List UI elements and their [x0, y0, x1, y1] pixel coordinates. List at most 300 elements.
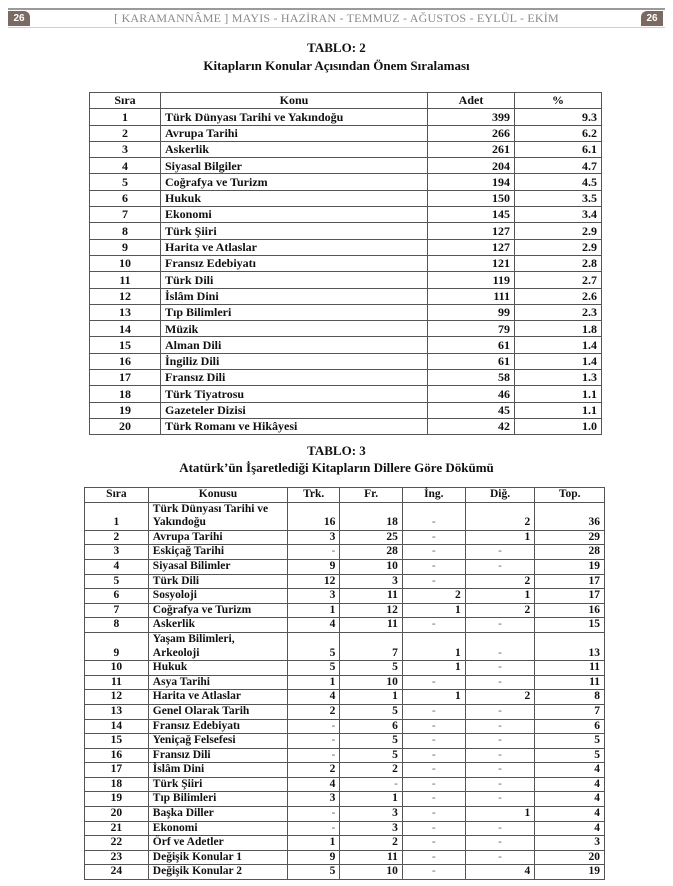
- cell-percent: 2.3: [515, 304, 602, 320]
- cell-dig: 1: [465, 530, 535, 545]
- cell-top: 13: [535, 632, 605, 660]
- table3-row: [85, 632, 605, 660]
- cell-trk: 16: [288, 502, 340, 530]
- cell-dig: -: [465, 618, 535, 633]
- cell-sira: 14: [90, 321, 161, 337]
- cell-sira: 6: [90, 190, 161, 206]
- cell-sira: 21: [85, 821, 149, 836]
- cell-konu: Tıp Bilimleri: [161, 304, 428, 320]
- cell-konu: Gazeteler Dizisi: [161, 402, 428, 418]
- cell-konu: Türk Dünyası Tarihi ve Yakındoğu: [161, 109, 428, 125]
- col-header-top: Top.: [535, 488, 605, 503]
- cell-konu: Siyasal Bilgiler: [161, 158, 428, 174]
- cell-percent: 1.1: [515, 386, 602, 402]
- cell-sira: 20: [85, 807, 149, 822]
- cell-konu: Ekonomi: [161, 207, 428, 223]
- col-header-konu: Konu: [161, 93, 428, 109]
- cell-sira: 9: [85, 632, 149, 660]
- cell-konu: Fransız Edebiyatı: [161, 255, 428, 271]
- table2-row: [90, 141, 602, 157]
- cell-adet: 61: [428, 353, 515, 369]
- running-header-title: [ KARAMANNÂME ] MAYIS - HAZİRAN - TEMMUZ - AĞUSTOS - EYLÜL - EKİM: [114, 11, 559, 25]
- cell-ing: -: [402, 704, 465, 719]
- cell-percent: 1.1: [515, 402, 602, 418]
- cell-konu: Müzik: [161, 321, 428, 337]
- cell-top: 11: [535, 661, 605, 676]
- cell-konu: Harita ve Atlaslar: [161, 239, 428, 255]
- cell-trk: 4: [288, 618, 340, 633]
- cell-sira: 6: [85, 589, 149, 604]
- cell-adet: 58: [428, 370, 515, 386]
- cell-top: 4: [535, 763, 605, 778]
- cell-trk: 5: [288, 865, 340, 880]
- col-header-sira: Sıra: [85, 488, 149, 503]
- cell-top: 28: [535, 545, 605, 560]
- cell-ing: -: [402, 502, 465, 530]
- table3-row: [85, 545, 605, 560]
- cell-percent: 2.9: [515, 239, 602, 255]
- table3-row: [85, 719, 605, 734]
- cell-konu: Fransız Dili: [161, 370, 428, 386]
- cell-sira: 23: [85, 850, 149, 865]
- cell-trk: 5: [288, 661, 340, 676]
- table3-row: [85, 836, 605, 851]
- cell-fr: 1: [340, 690, 403, 705]
- cell-adet: 99: [428, 304, 515, 320]
- cell-sira: 8: [85, 618, 149, 633]
- cell-top: 20: [535, 850, 605, 865]
- cell-dig: 4: [465, 865, 535, 880]
- cell-konusu: Örf ve Adetler: [148, 836, 287, 851]
- cell-ing: -: [402, 850, 465, 865]
- cell-sira: 4: [85, 559, 149, 574]
- cell-ing: -: [402, 792, 465, 807]
- table2-row: [90, 223, 602, 239]
- cell-sira: 2: [90, 125, 161, 141]
- cell-sira: 13: [90, 304, 161, 320]
- table2-row: [90, 207, 602, 223]
- cell-fr: 5: [340, 748, 403, 763]
- cell-dig: -: [465, 559, 535, 574]
- cell-konu: İslâm Dini: [161, 288, 428, 304]
- cell-fr: 6: [340, 719, 403, 734]
- table3-row: [85, 559, 605, 574]
- cell-fr: 1: [340, 792, 403, 807]
- cell-sira: 17: [90, 370, 161, 386]
- cell-percent: 2.6: [515, 288, 602, 304]
- table2-row: [90, 190, 602, 206]
- cell-sira: 17: [85, 763, 149, 778]
- cell-adet: 261: [428, 141, 515, 157]
- cell-dig: -: [465, 632, 535, 660]
- cell-konusu: Başka Diller: [148, 807, 287, 822]
- table2-row: [90, 109, 602, 125]
- cell-adet: 266: [428, 125, 515, 141]
- cell-sira: 7: [85, 603, 149, 618]
- cell-top: 16: [535, 603, 605, 618]
- table2-caption-number: TABLO: 2: [307, 40, 366, 55]
- cell-sira: 1: [85, 502, 149, 530]
- cell-ing: -: [402, 807, 465, 822]
- cell-fr: 10: [340, 675, 403, 690]
- col-header-dig: Diğ.: [465, 488, 535, 503]
- table3-row: [85, 734, 605, 749]
- cell-ing: 1: [402, 661, 465, 676]
- cell-sira: 13: [85, 704, 149, 719]
- cell-percent: 3.4: [515, 207, 602, 223]
- cell-sira: 16: [85, 748, 149, 763]
- cell-konusu: Sosyoloji: [148, 589, 287, 604]
- cell-percent: 1.4: [515, 353, 602, 369]
- cell-dig: 1: [465, 589, 535, 604]
- cell-sira: 3: [85, 545, 149, 560]
- table2-topic-ranking: [89, 92, 602, 435]
- table2-row: [90, 239, 602, 255]
- cell-ing: -: [402, 618, 465, 633]
- cell-dig: -: [465, 675, 535, 690]
- cell-fr: 10: [340, 865, 403, 880]
- cell-trk: -: [288, 719, 340, 734]
- cell-trk: 2: [288, 704, 340, 719]
- table3-row: [85, 589, 605, 604]
- cell-trk: 9: [288, 850, 340, 865]
- cell-dig: -: [465, 821, 535, 836]
- table3-row: [85, 603, 605, 618]
- cell-trk: -: [288, 821, 340, 836]
- cell-konusu: Fransız Dili: [148, 748, 287, 763]
- cell-top: 7: [535, 704, 605, 719]
- cell-dig: -: [465, 763, 535, 778]
- col-header-sira: Sıra: [90, 93, 161, 109]
- cell-sira: 12: [85, 690, 149, 705]
- cell-fr: 2: [340, 836, 403, 851]
- cell-dig: -: [465, 661, 535, 676]
- cell-percent: 4.5: [515, 174, 602, 190]
- cell-top: 17: [535, 589, 605, 604]
- cell-ing: -: [402, 865, 465, 880]
- table3-row: [85, 865, 605, 880]
- cell-trk: -: [288, 734, 340, 749]
- cell-konusu: Asya Tarihi: [148, 675, 287, 690]
- cell-percent: 6.2: [515, 125, 602, 141]
- cell-konusu: Yaşam Bilimleri, Arkeoloji: [148, 632, 287, 660]
- cell-ing: -: [402, 777, 465, 792]
- table2-row: [90, 402, 602, 418]
- cell-konusu: Coğrafya ve Turizm: [148, 603, 287, 618]
- cell-dig: 1: [465, 807, 535, 822]
- cell-konusu: Ekonomi: [148, 821, 287, 836]
- cell-trk: 12: [288, 574, 340, 589]
- cell-konu: Coğrafya ve Turizm: [161, 174, 428, 190]
- cell-ing: -: [402, 545, 465, 560]
- cell-dig: -: [465, 545, 535, 560]
- cell-top: 36: [535, 502, 605, 530]
- cell-percent: 1.4: [515, 337, 602, 353]
- cell-sira: 7: [90, 207, 161, 223]
- cell-konu: Hukuk: [161, 190, 428, 206]
- col-header-konusu: Konusu: [148, 488, 287, 503]
- cell-sira: 15: [85, 734, 149, 749]
- cell-trk: 5: [288, 632, 340, 660]
- cell-sira: 20: [90, 418, 161, 434]
- cell-adet: 45: [428, 402, 515, 418]
- cell-trk: 4: [288, 690, 340, 705]
- cell-ing: -: [402, 836, 465, 851]
- cell-adet: 111: [428, 288, 515, 304]
- cell-sira: 9: [90, 239, 161, 255]
- cell-sira: 10: [85, 661, 149, 676]
- table2-row: [90, 370, 602, 386]
- cell-dig: 2: [465, 502, 535, 530]
- table2-row: [90, 353, 602, 369]
- cell-sira: 12: [90, 288, 161, 304]
- table3-row: [85, 704, 605, 719]
- cell-fr: 25: [340, 530, 403, 545]
- cell-top: 11: [535, 675, 605, 690]
- cell-konu: İngiliz Dili: [161, 353, 428, 369]
- cell-sira: 5: [90, 174, 161, 190]
- table2-row: [90, 272, 602, 288]
- cell-fr: 11: [340, 589, 403, 604]
- cell-konusu: Türk Dili: [148, 574, 287, 589]
- cell-sira: 19: [85, 792, 149, 807]
- cell-trk: 4: [288, 777, 340, 792]
- cell-konu: Alman Dili: [161, 337, 428, 353]
- col-header-percent: %: [515, 93, 602, 109]
- cell-konusu: Hukuk: [148, 661, 287, 676]
- cell-percent: 2.9: [515, 223, 602, 239]
- cell-fr: 28: [340, 545, 403, 560]
- cell-adet: 121: [428, 255, 515, 271]
- cell-fr: -: [340, 777, 403, 792]
- cell-percent: 4.7: [515, 158, 602, 174]
- page-number-badge-right: 26: [641, 11, 663, 26]
- cell-ing: -: [402, 748, 465, 763]
- cell-top: 4: [535, 821, 605, 836]
- table3-row: [85, 618, 605, 633]
- cell-sira: 3: [90, 141, 161, 157]
- cell-konusu: Harita ve Atlaslar: [148, 690, 287, 705]
- cell-adet: 194: [428, 174, 515, 190]
- cell-konu: Türk Tiyatrosu: [161, 386, 428, 402]
- cell-percent: 9.3: [515, 109, 602, 125]
- cell-konusu: Siyasal Bilimler: [148, 559, 287, 574]
- table2-row: [90, 255, 602, 271]
- table2-row: [90, 386, 602, 402]
- cell-adet: 145: [428, 207, 515, 223]
- cell-konusu: Genel Olarak Tarih: [148, 704, 287, 719]
- table3-row: [85, 792, 605, 807]
- cell-trk: 3: [288, 530, 340, 545]
- cell-sira: 18: [85, 777, 149, 792]
- cell-konusu: Fransız Edebiyatı: [148, 719, 287, 734]
- cell-adet: 150: [428, 190, 515, 206]
- cell-adet: 42: [428, 418, 515, 434]
- cell-adet: 399: [428, 109, 515, 125]
- cell-ing: 1: [402, 632, 465, 660]
- table3-language-breakdown: [84, 487, 605, 880]
- cell-sira: 8: [90, 223, 161, 239]
- table2-row: [90, 337, 602, 353]
- cell-trk: 1: [288, 603, 340, 618]
- cell-top: 8: [535, 690, 605, 705]
- cell-konusu: Yeniçağ Felsefesi: [148, 734, 287, 749]
- cell-fr: 7: [340, 632, 403, 660]
- cell-ing: -: [402, 821, 465, 836]
- cell-sira: 2: [85, 530, 149, 545]
- cell-fr: 3: [340, 807, 403, 822]
- cell-ing: 1: [402, 603, 465, 618]
- cell-fr: 12: [340, 603, 403, 618]
- cell-adet: 204: [428, 158, 515, 174]
- table2-row: [90, 321, 602, 337]
- cell-fr: 3: [340, 574, 403, 589]
- table3-row: [85, 502, 605, 530]
- table3-row: [85, 661, 605, 676]
- table3-row: [85, 807, 605, 822]
- cell-konusu: Değişik Konular 1: [148, 850, 287, 865]
- cell-sira: 11: [90, 272, 161, 288]
- cell-ing: -: [402, 675, 465, 690]
- cell-percent: 3.5: [515, 190, 602, 206]
- table3-row: [85, 763, 605, 778]
- cell-dig: -: [465, 850, 535, 865]
- cell-dig: -: [465, 704, 535, 719]
- cell-konu: Avrupa Tarihi: [161, 125, 428, 141]
- table3-row: [85, 777, 605, 792]
- cell-sira: 1: [90, 109, 161, 125]
- cell-top: 15: [535, 618, 605, 633]
- cell-trk: -: [288, 748, 340, 763]
- table2-header-row: [90, 93, 602, 109]
- cell-percent: 2.7: [515, 272, 602, 288]
- table2-row: [90, 418, 602, 434]
- cell-top: 29: [535, 530, 605, 545]
- table2-row: [90, 288, 602, 304]
- cell-konusu: İslâm Dini: [148, 763, 287, 778]
- cell-top: 4: [535, 792, 605, 807]
- cell-konusu: Tıp Bilimleri: [148, 792, 287, 807]
- cell-fr: 2: [340, 763, 403, 778]
- cell-top: 4: [535, 777, 605, 792]
- cell-trk: 3: [288, 792, 340, 807]
- cell-fr: 10: [340, 559, 403, 574]
- cell-konusu: Türk Şiiri: [148, 777, 287, 792]
- cell-sira: 24: [85, 865, 149, 880]
- cell-fr: 11: [340, 618, 403, 633]
- cell-konusu: Değişik Konular 2: [148, 865, 287, 880]
- table2-row: [90, 158, 602, 174]
- cell-fr: 18: [340, 502, 403, 530]
- cell-trk: -: [288, 545, 340, 560]
- col-header-ing: İng.: [402, 488, 465, 503]
- cell-konusu: Türk Dünyası Tarihi ve Yakındoğu: [148, 502, 287, 530]
- cell-trk: 2: [288, 763, 340, 778]
- table3-row: [85, 821, 605, 836]
- cell-trk: 3: [288, 589, 340, 604]
- cell-trk: 1: [288, 836, 340, 851]
- cell-konusu: Askerlik: [148, 618, 287, 633]
- cell-dig: 2: [465, 603, 535, 618]
- cell-trk: -: [288, 807, 340, 822]
- cell-top: 4: [535, 807, 605, 822]
- cell-dig: -: [465, 792, 535, 807]
- cell-sira: 10: [90, 255, 161, 271]
- cell-dig: -: [465, 748, 535, 763]
- cell-ing: -: [402, 574, 465, 589]
- cell-percent: 6.1: [515, 141, 602, 157]
- cell-fr: 11: [340, 850, 403, 865]
- table2-row: [90, 304, 602, 320]
- cell-percent: 1.3: [515, 370, 602, 386]
- table3-row: [85, 690, 605, 705]
- cell-dig: -: [465, 719, 535, 734]
- cell-sira: 14: [85, 719, 149, 734]
- cell-dig: 2: [465, 690, 535, 705]
- cell-adet: 61: [428, 337, 515, 353]
- table3-row: [85, 850, 605, 865]
- cell-ing: -: [402, 559, 465, 574]
- cell-sira: 11: [85, 675, 149, 690]
- cell-fr: 3: [340, 821, 403, 836]
- cell-konusu: Eskiçağ Tarihi: [148, 545, 287, 560]
- table2-caption-title: Kitapların Konular Açısından Önem Sıralaması: [203, 58, 470, 73]
- table2-row: [90, 125, 602, 141]
- cell-dig: 2: [465, 574, 535, 589]
- cell-trk: 9: [288, 559, 340, 574]
- cell-top: 19: [535, 865, 605, 880]
- cell-sira: 22: [85, 836, 149, 851]
- cell-dig: -: [465, 734, 535, 749]
- cell-top: 17: [535, 574, 605, 589]
- page-number-badge-left: 26: [8, 11, 30, 26]
- cell-konu: Türk Romanı ve Hikâyesi: [161, 418, 428, 434]
- cell-ing: 1: [402, 690, 465, 705]
- table3-header-row: [85, 488, 605, 503]
- table3-caption-title: Atatürk’ün İşaretlediği Kitapların Dillere Göre Dökümü: [179, 460, 494, 475]
- cell-percent: 1.0: [515, 418, 602, 434]
- cell-ing: -: [402, 763, 465, 778]
- col-header-trk: Trk.: [288, 488, 340, 503]
- cell-ing: -: [402, 530, 465, 545]
- cell-top: 5: [535, 734, 605, 749]
- cell-top: 3: [535, 836, 605, 851]
- cell-ing: -: [402, 734, 465, 749]
- table3-caption-number: TABLO: 3: [307, 443, 366, 458]
- table3-row: [85, 675, 605, 690]
- cell-ing: -: [402, 719, 465, 734]
- col-header-fr: Fr.: [340, 488, 403, 503]
- cell-sira: 16: [90, 353, 161, 369]
- cell-konu: Türk Dili: [161, 272, 428, 288]
- table2-row: [90, 174, 602, 190]
- cell-adet: 79: [428, 321, 515, 337]
- cell-sira: 18: [90, 386, 161, 402]
- cell-percent: 1.8: [515, 321, 602, 337]
- cell-dig: -: [465, 777, 535, 792]
- cell-top: 6: [535, 719, 605, 734]
- cell-top: 19: [535, 559, 605, 574]
- cell-adet: 127: [428, 239, 515, 255]
- cell-fr: 5: [340, 704, 403, 719]
- cell-sira: 5: [85, 574, 149, 589]
- cell-adet: 46: [428, 386, 515, 402]
- cell-dig: -: [465, 836, 535, 851]
- cell-sira: 15: [90, 337, 161, 353]
- table3-row: [85, 748, 605, 763]
- cell-konu: Askerlik: [161, 141, 428, 157]
- cell-adet: 127: [428, 223, 515, 239]
